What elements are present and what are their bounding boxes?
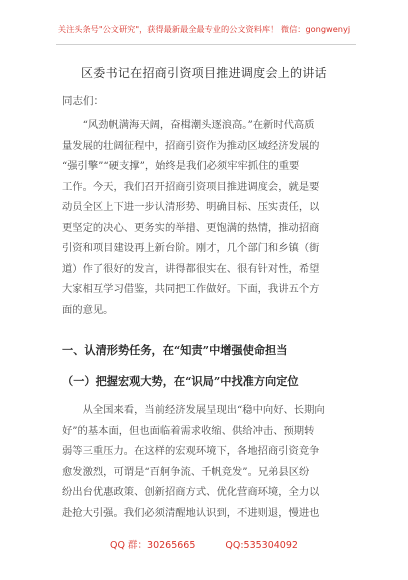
paragraph-line: 好”的基本面，但也面临着需求收缩、供给冲击、预期转 bbox=[62, 424, 315, 437]
paragraph-line: 纷出台优惠政策、创新招商方式、优化营商环境，全力以 bbox=[62, 486, 320, 498]
intro-paragraph bbox=[62, 115, 352, 320]
footer-qq: QQ:535304092 bbox=[225, 540, 298, 551]
paragraph-line: 引资和项目建设再上新台阶。刚才，几个部门和乡镇（街 bbox=[62, 242, 320, 254]
header-divider bbox=[56, 44, 356, 45]
paragraph-line: “强引擎”“硬支撑”，始终是我们必须牢牢抓住的重要 bbox=[62, 160, 300, 172]
section-heading: 一、认清形势任务，在“知责”中增强使命担当 bbox=[62, 343, 288, 357]
paragraph-line: 更坚定的决心、更务实的举措、更饱满的热情，推动招商 bbox=[62, 221, 320, 234]
paragraph-line: 赴抢大引强。我们必须清醒地认识到，不进则退，慢进也 bbox=[62, 506, 320, 519]
document-title: 区委书记在招商引资项目推进调度会上的讲话 bbox=[80, 66, 327, 80]
paragraph-line: 动员全区上下进一步认清形势、明确目标、压实责任，以 bbox=[62, 201, 320, 213]
paragraph-line: 工作。今天，我们召开招商引资项目推进调度会，就是要 bbox=[62, 180, 320, 193]
paragraph-line: 量发展的壮阔征程中，招商引资作为推动区域经济发展的 bbox=[62, 139, 320, 152]
body-paragraph bbox=[62, 400, 352, 523]
paragraph-line: 愈发激烈，可谓是“百舸争流、千帆竞发”。兄弟县区纷 bbox=[62, 465, 310, 478]
salutation: 同志们： bbox=[62, 95, 104, 107]
paragraph-line: 大家相互学习借鉴，共同把工作做好。下面，我讲五个方 bbox=[62, 283, 320, 295]
footer-qq-group: QQ 群：30265665 bbox=[110, 540, 196, 551]
paragraph-line: 道）作了很好的发言，讲得都很实在、很有针对性，希望 bbox=[62, 262, 320, 275]
header-banner: 关注头条号"公文研究"，获得最新最全最专业的公文资料库！ 微信：gongwenyj bbox=[57, 24, 351, 34]
paragraph-line: 弱等三重压力。在这样的宏观环境下，各地招商引资竞争 bbox=[62, 445, 320, 457]
paragraph-line: 面的意见。 bbox=[62, 303, 114, 316]
subsection-heading: （一）把握宏观大势，在“识局”中找准方向定位 bbox=[62, 374, 299, 388]
paragraph-line: 从全国来看，当前经济发展呈现出“稳中向好、长期向 bbox=[62, 404, 325, 416]
footer bbox=[0, 537, 408, 551]
paragraph-line: “风劲帆满海天阔，奋楫潮头逐浪高。”在新时代高质 bbox=[62, 119, 315, 131]
